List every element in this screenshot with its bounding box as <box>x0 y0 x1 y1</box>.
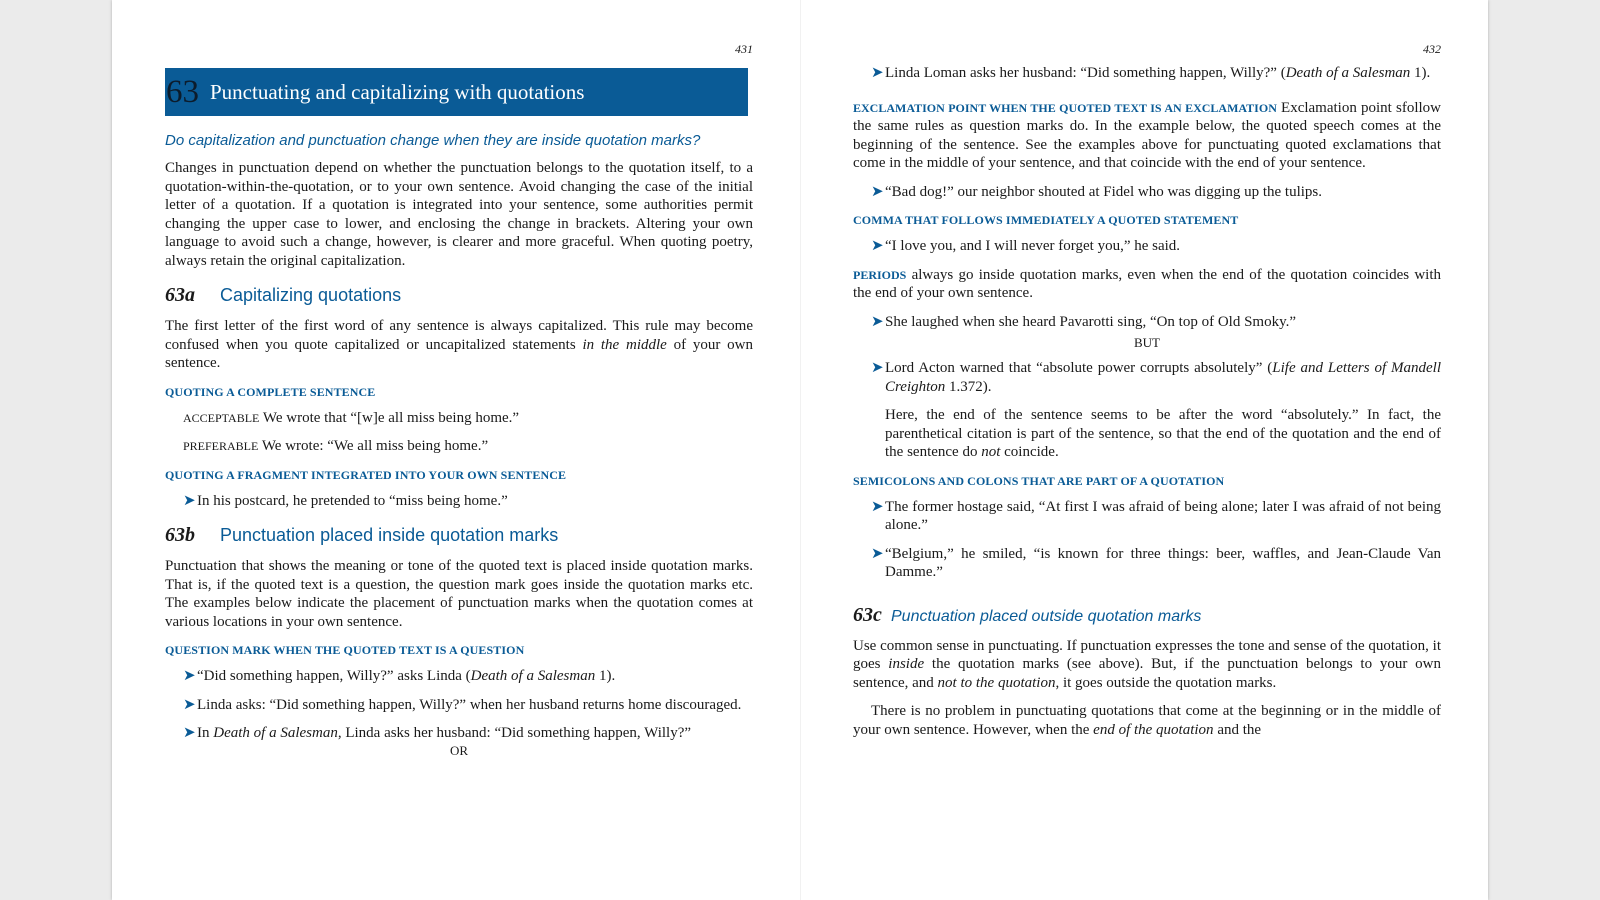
arrow-marker-icon: ➤ <box>871 498 884 515</box>
arrow-marker-icon: ➤ <box>183 492 196 509</box>
example-item <box>871 183 1441 202</box>
text-span: “Did something happen, Willy?” asks Linda ( <box>197 668 471 684</box>
section-number: 63a <box>165 284 195 306</box>
arrow-marker-icon: ➤ <box>871 313 884 330</box>
guiding-question: Do capitalization and punctuation change when they are inside quotation marks? <box>165 132 701 149</box>
arrow-marker-icon: ➤ <box>183 668 196 684</box>
subheading-comma: COMMA THAT FOLLOWS IMMEDIATELY A QUOTED STATEMENT <box>853 213 1239 227</box>
example-text: The former hostage said, “At first I was afraid of being alone; later I was afraid of not being alone.” <box>885 498 1441 533</box>
text-span: 1). <box>1410 65 1431 81</box>
example-item <box>871 64 1441 83</box>
emphasis: Death of a Salesman <box>1285 65 1411 81</box>
text-span: Linda Loman asks her husband: “Did something happen, Willy?” ( <box>885 65 1286 81</box>
text-span: The first letter of the first word of any sentence is always capitalized. This rule may become confused when you quote capitalized or uncapitalized statements <box>165 318 753 353</box>
example-text <box>885 64 1441 83</box>
emphasis: end of the quotation <box>1093 721 1214 738</box>
section-63a-paragraph <box>165 317 753 373</box>
example-text: “I love you, and I will never forget you,” he said. <box>885 238 1181 254</box>
section-title: Capitalizing quotations <box>220 285 402 305</box>
section-63b-paragraph: Punctuation that shows the meaning or tone of the quoted text is placed inside quotation marks. That is, if the quoted text is a question, the question mark goes inside the quotation marks etc. The examples below indicate the placement of punctuation marks when the quotation comes at various locations in your own sentence. <box>165 558 753 630</box>
closing-paragraph <box>853 702 1441 739</box>
section-heading-63a <box>165 284 753 307</box>
right-page <box>853 0 1441 739</box>
example-text: In his postcard, he pretended to “miss being home.” <box>197 492 508 509</box>
example-item <box>871 237 1441 256</box>
text-span: Here, the end of the sentence seems to be after the word “absolutely.” In fact, the parenthetical citation is part of the sentence, so that the end of the quotation and the end of the sentence do <box>885 407 1441 460</box>
chapter-heading <box>165 68 748 116</box>
example-item <box>871 545 1441 582</box>
emphasis: Death of a Salesman <box>213 725 338 741</box>
chapter-title: Punctuating and capitalizing with quotations <box>210 79 585 104</box>
example-item <box>183 696 753 715</box>
text-span: Use common sense in punctuating. If punctuation expresses the tone and sense of the quotation, it goes <box>853 637 1441 672</box>
arrow-marker-icon: ➤ <box>871 360 884 376</box>
inline-subheading: EXCLAMATION POINT WHEN THE QUOTED TEXT IS AN EXCLAMATION <box>853 100 1277 115</box>
arrow-marker-icon: ➤ <box>871 65 884 81</box>
emphasis: Life and Letters of Mandell Creighton <box>885 360 1441 395</box>
section-heading-63c <box>853 604 1441 627</box>
text-span: 1). <box>595 668 616 684</box>
section-title: Punctuation placed outside quotation marks <box>891 607 1202 625</box>
page-gutter <box>800 0 801 900</box>
page-number: 432 <box>1423 42 1441 56</box>
periods-paragraph <box>853 266 1441 303</box>
emphasis: inside <box>888 656 925 672</box>
arrow-marker-icon: ➤ <box>871 545 884 562</box>
chapter-number: 63 <box>166 73 199 110</box>
section-63c-paragraph <box>853 637 1441 693</box>
arrow-marker-icon: ➤ <box>871 183 884 200</box>
subheading-semicolons: SEMICOLONS AND COLONS THAT ARE PART OF A QUOTATION <box>853 473 1225 488</box>
exclamation-paragraph <box>853 99 1441 173</box>
text-span: and the <box>1213 721 1262 738</box>
subheading-fragment: QUOTING A FRAGMENT INTEGRATED INTO YOUR OWN SENTENCE <box>165 467 567 482</box>
text-span: coincide. <box>1000 444 1059 460</box>
text-span: the quotation marks (see above). But, if the punctuation belongs to your own sentence, and <box>853 656 1441 691</box>
emphasis: not to the quotation <box>937 674 1056 691</box>
intro-paragraph: Changes in punctuation depend on whether the punctuation belongs to the quotation itself, to a quotation-within-the-quotation, or to your own sentence. Avoid changing the case of the initial letter of a quotation. If a quotation is integrated into your sentence, some authorities permit changing the upper case to lower, and enclosing the change in brackets. Altering your own language to avoid such a change, however, is clearer and more graceful. When quoting poetry, always retain the original capitalization. <box>165 160 753 269</box>
example-text: We wrote that “[w]e all miss being home.” <box>262 409 520 426</box>
text-span: In <box>197 725 214 741</box>
text-span: , Linda asks her husband: “Did something happen, Willy?” <box>337 725 692 741</box>
emphasis: in the middle <box>582 336 667 353</box>
text-span: , it goes outside the quotation marks. <box>1055 674 1277 691</box>
text-span: There is no problem in punctuating quotations that come at the beginning or in the middle of your own sentence. However, when the <box>853 703 1441 738</box>
arrow-marker-icon: ➤ <box>183 725 196 741</box>
example-text: She laughed when she heard Pavarotti sing, “On top of Old Smoky.” <box>885 313 1297 330</box>
section-number: 63b <box>165 524 195 546</box>
section-title: Punctuation placed inside quotation marks <box>220 525 559 545</box>
text-span: Lord Acton warned that “absolute power corrupts absolutely” ( <box>885 360 1273 376</box>
example-text: “Belgium,” he smiled, “is known for three things: beer, waffles, and Jean-Claude Van Damme.” <box>885 545 1441 580</box>
example-text <box>197 724 753 743</box>
example-text <box>197 667 753 686</box>
section-heading-63b <box>165 524 753 547</box>
acton-note <box>885 406 1441 462</box>
example-item <box>871 359 1441 396</box>
text-span: 1.372). <box>945 378 992 395</box>
acceptable-example <box>183 409 753 428</box>
example-text: Linda asks: “Did something happen, Willy?” when her husband returns home discouraged. <box>197 696 742 713</box>
example-item <box>871 313 1441 332</box>
example-text <box>885 359 1441 396</box>
example-item <box>183 492 753 511</box>
book-spread <box>112 0 1488 900</box>
example-tag: PREFERABLE <box>183 439 259 453</box>
example-tag: ACCEPTABLE <box>183 410 260 425</box>
but-separator: BUT <box>1134 335 1160 350</box>
text-span: Exclamation point sfollow the same rules as question marks do. In the example below, the quoted speech comes at the beginning of the sentence. See the examples above for punctuating quoted exclamations that come in the middle of your sentence, and that coincide with the end of your sentence. <box>853 99 1442 171</box>
example-item <box>871 498 1441 535</box>
emphasis: Death of a Salesman <box>470 668 596 684</box>
emphasis: not <box>981 444 1001 460</box>
section-number: 63c <box>853 603 882 626</box>
preferable-example <box>183 437 753 456</box>
or-separator: OR <box>449 742 469 758</box>
example-item <box>183 724 753 743</box>
example-item <box>183 667 753 686</box>
left-page <box>165 0 753 765</box>
page-number: 431 <box>735 42 753 56</box>
subheading-question-mark: QUESTION MARK WHEN THE QUOTED TEXT IS A QUESTION <box>165 643 525 657</box>
inline-subheading: PERIODS <box>853 267 907 282</box>
example-text: “Bad dog!” our neighbor shouted at Fidel who was digging up the tulips. <box>885 183 1323 200</box>
arrow-marker-icon: ➤ <box>871 238 884 254</box>
subheading-complete-sentence: QUOTING A COMPLETE SENTENCE <box>165 384 376 399</box>
example-text: We wrote: “We all miss being home.” <box>261 438 489 454</box>
text-span: of your own sentence. <box>165 336 753 371</box>
text-span: always go inside quotation marks, even when the end of the quotation coincides with the end of your own sentence. <box>853 266 1442 301</box>
arrow-marker-icon: ➤ <box>183 696 196 713</box>
